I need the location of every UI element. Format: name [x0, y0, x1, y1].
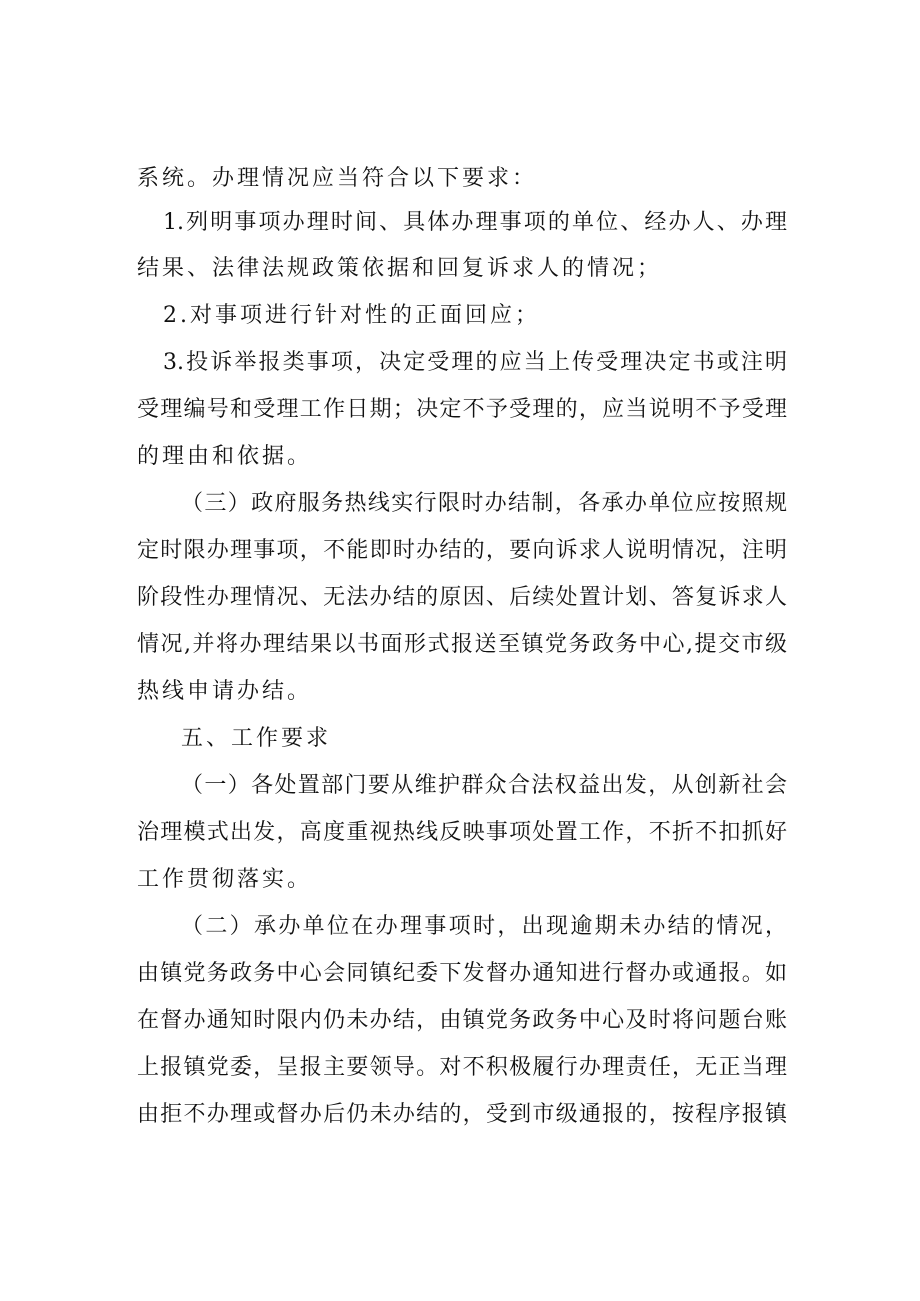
section-heading: 五、工作要求 — [181, 726, 332, 751]
text-line: 阶段性办理情况、无法办结的原因、后续处置计划、答复诉求人 — [137, 585, 787, 610]
text-line: 治理模式出发，高度重视热线反映事项处置工作，不折不扣抓好 — [137, 820, 787, 845]
text-line: 的理由和依据。 — [137, 444, 313, 469]
text-line: 热线申请办结。 — [137, 679, 313, 704]
text-line: 由拒不办理或督办后仍未办结的，受到市级通报的，按程序报镇 — [137, 1102, 787, 1127]
text-line: （一）各处置部门要从维护群众合法权益出发，从创新社会 — [181, 773, 787, 798]
text-line: 1.列明事项办理时间、具体办理事项的单位、经办人、办理 — [163, 210, 787, 235]
text-line: （二）承办单位在办理事项时，出现逾期未办结的情况， — [181, 914, 787, 939]
text-line: 工作贯彻落实。 — [137, 867, 313, 892]
text-line: 2.对事项进行针对性的正面回应； — [163, 303, 540, 328]
text-line: 情况,并将办理结果以书面形式报送至镇党务政务中心,提交市级 — [137, 632, 787, 657]
text-line: 在督办通知时限内仍未办结，由镇党务政务中心及时将问题台账 — [137, 1008, 787, 1033]
text-line: 受理编号和受理工作日期；决定不予受理的，应当说明不予受理 — [137, 397, 787, 422]
text-line: 结果、法律法规政策依据和回复诉求人的情况； — [137, 256, 663, 281]
text-line: （三）政府服务热线实行限时办结制，各承办单位应按照规 — [181, 491, 787, 516]
text-line: 3.投诉举报类事项，决定受理的应当上传受理决定书或注明 — [163, 350, 787, 375]
text-line: 定时限办理事项，不能即时办结的，要向诉求人说明情况，注明 — [137, 538, 787, 563]
text-line: 上报镇党委，呈报主要领导。对不积极履行办理责任，无正当理 — [137, 1055, 787, 1080]
text-line: 由镇党务政务中心会同镇纪委下发督办通知进行督办或通报。如 — [137, 961, 787, 986]
text-line: 系统。办理情况应当符合以下要求： — [137, 166, 538, 191]
